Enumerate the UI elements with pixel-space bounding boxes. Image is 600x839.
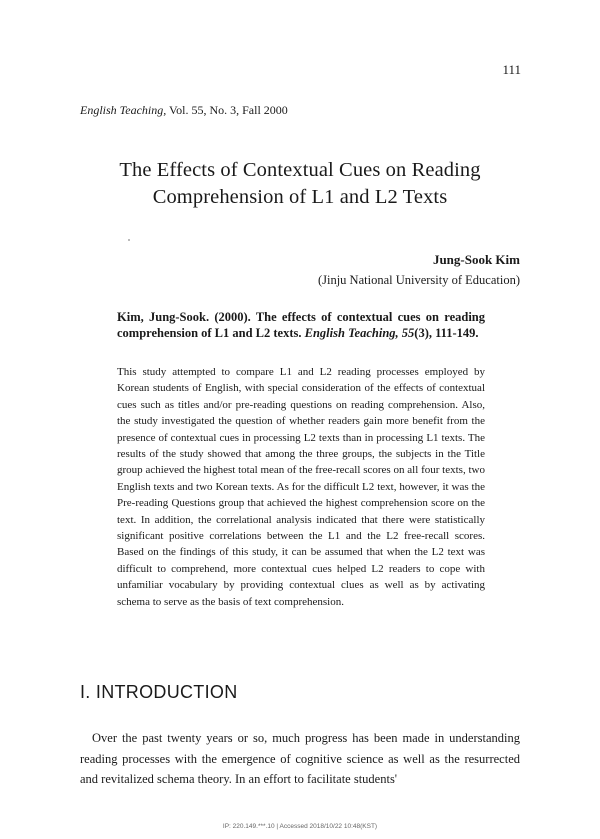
page-number: 111 [502, 62, 521, 77]
citation-journal: English Teaching, [304, 326, 399, 340]
citation-volume: 55 [401, 326, 415, 340]
citation-prefix: Kim, Jung-Sook. (2000). The effects of contextual cues on reading comprehension of L1 and L2 texts. [117, 310, 485, 340]
author-name: Jung-Sook Kim [432, 252, 520, 267]
author-affiliation: (Jinju National University of Education) [317, 273, 520, 287]
citation-suffix: (3), 111-149. [414, 326, 479, 340]
scan-speck [128, 239, 130, 241]
access-footer: IP: 220.149.***.10 | Accessed 2018/10/22 10:48(KST) [222, 823, 378, 830]
journal-name: English Teaching, [80, 103, 167, 117]
intro-paragraph: Over the past twenty years or so, much progress has been made in understanding reading processes with the emergence of cognitive science as well as the resurrected and revitalized schema theory. In an effort to facilitate students' [80, 731, 520, 786]
journal-header [80, 103, 288, 118]
paper-title [0, 157, 600, 211]
journal-details: Vol. 55, No. 3, Fall 2000 [166, 103, 288, 117]
abstract: This study attempted to compare L1 and L2 reading processes employed by Korean students of English, with special consideration of the effects of contextual cues such as titles and/or pre-reading questions on reading comprehension. Also, the study investigated the question of whether readers gain more benefit from the presence of contextual cues in processing L2 texts than in processing L1 texts. The results of the study showed that among the three groups, the subjects in the Title group achieved the highest total mean of the free-recall scores on all four texts, two English texts and two Korean texts. As for the difficult L2 text, however, it was the Pre-reading Questions group that achieved the highest comprehension score on the text. In addition, the correlational analysis indicated that there were statistically significant positive correlations between the L1 and the L2 free-recall scores. Based on the findings of this study, it can be assumed that when the L2 text was difficult to comprehend, more contextual cues helped L2 readers to cope with unfamiliar vocabulary by providing contextual clues as well as by activating schema to serve as the basis of text comprehension. [117, 366, 485, 608]
section-heading: I. INTRODUCTION [80, 682, 238, 702]
title-line-2: Comprehension of L1 and L2 Texts [152, 186, 448, 208]
title-line-1: The Effects of Contextual Cues on Reading [119, 159, 481, 181]
citation [117, 309, 485, 341]
